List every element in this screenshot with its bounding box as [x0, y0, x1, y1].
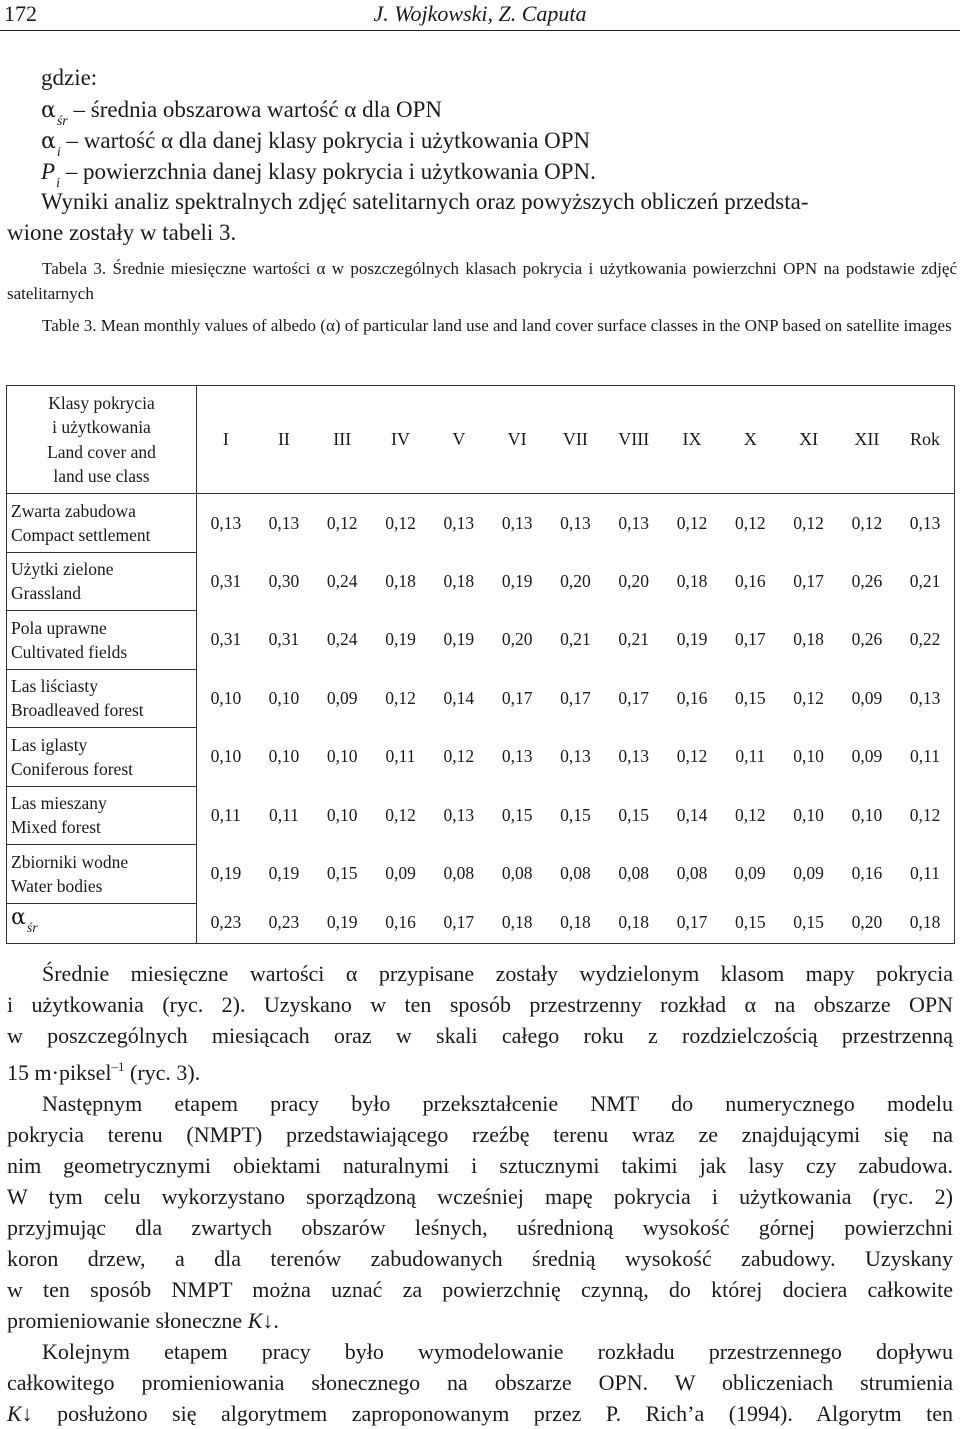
table-cell: 0,13 [546, 494, 604, 553]
subscript: i [56, 176, 60, 191]
class-header-line: Klasy pokrycia [48, 392, 155, 413]
table-cell: 0,18 [793, 629, 824, 650]
class-name-pl: Las iglasty [11, 734, 88, 755]
column-header: XII [838, 386, 896, 494]
table-cell: 0,12 [779, 494, 837, 553]
table-cell: 0,10 [268, 687, 300, 708]
running-head-authors: J. Wojkowski, Z. Caputa [373, 1, 587, 26]
column-header: II [255, 386, 313, 494]
column-header: IX [663, 386, 721, 494]
table-cell: 0,10 [326, 804, 358, 825]
table-cell: 0,13 [560, 746, 591, 767]
table-cell: 0,14 [676, 804, 708, 825]
table-row [7, 669, 955, 728]
paragraph-3-line: całkowitego promieniowania słonecznego na obszarze OPN. W obliczeniach strumienia [7, 1370, 953, 1395]
paragraph-2-line: Następnym etapem pracy było przekształcenie NMT do numerycznego modelu [42, 1091, 953, 1116]
paragraph-2-line: promieniowanie słoneczne K↓. [7, 1308, 279, 1333]
summary-cell: 0,15 [721, 903, 779, 943]
table-row [7, 728, 955, 787]
subscript: śr [56, 114, 68, 129]
table-cell: 0,09 [793, 863, 824, 884]
table-caption-pl: Tabela 3. Średnie miesięczne wartości α w poszczególnych klasach pokrycia i użytkowania powierzchni OPN na podstawie zdjęć satelitarnych [7, 259, 957, 303]
paragraph-2-line: W tym celu wykorzystano sporządzoną wcześniej mapę pokrycia i użytkowania (ryc. 2) [7, 1184, 953, 1209]
summary-cell: 0,18 [488, 903, 546, 943]
column-header: I [197, 386, 255, 494]
paragraph-2-line: koron drzew, a dla terenów zabudowanych średnią wysokość zabudowy. Uzyskany [7, 1246, 953, 1271]
summary-cell: 0,17 [430, 903, 488, 943]
table-cell: 0,21 [896, 552, 954, 611]
p-symbol: P [41, 159, 56, 184]
table-cell: 0,26 [851, 570, 883, 591]
table-cell: 0,18 [676, 570, 708, 591]
table-cell: 0,17 [793, 570, 824, 591]
paragraph-2-line: nim geometrycznymi obiektami naturalnymi i sztucznymi takimi jak lasy czy zabudowa. [7, 1153, 953, 1178]
body-text [7, 958, 953, 1429]
paragraph-1-line: i użytkowania (ryc. 2). Uzyskano w ten sposób przestrzenny rozkład α na obszarze OPN [7, 992, 953, 1017]
class-name-en: Coniferous forest [11, 758, 133, 779]
summary-cell: 0,17 [663, 903, 721, 943]
table-cell: 0,10 [210, 687, 242, 708]
table-cell: 0,12 [385, 804, 416, 825]
table-cell: 0,13 [605, 494, 663, 553]
table-cell: 0,08 [443, 863, 475, 884]
table-cell: 0,10 [210, 746, 242, 767]
row-class-cell [7, 786, 197, 845]
table-cell: 0,09 [735, 863, 766, 884]
table-cell: 0,09 [851, 746, 883, 767]
table-cell: 0,20 [618, 570, 650, 591]
table-cell: 0,12 [838, 494, 896, 553]
table-cell: 0,09 [326, 687, 358, 708]
class-name-pl: Zbiorniki wodne [11, 851, 129, 872]
row-class-cell [7, 845, 197, 904]
alpha-symbol: α [41, 129, 56, 154]
alpha-symbol: α [41, 98, 56, 123]
table-cell: 0,09 [385, 863, 416, 884]
table-cell: 0,11 [896, 845, 954, 904]
summary-cell: 0,23 [197, 903, 255, 943]
column-header: V [430, 386, 488, 494]
table-cell: 0,26 [851, 629, 883, 650]
table-cell: 0,09 [851, 687, 883, 708]
column-header: VII [546, 386, 604, 494]
subscript: śr [26, 920, 38, 936]
class-name-en: Grassland [11, 583, 81, 604]
table-cell: 0,21 [618, 629, 650, 650]
table-cell: 0,18 [385, 570, 416, 591]
table-cell: 0,31 [268, 629, 300, 650]
table-cell: 0,16 [676, 687, 708, 708]
paragraph-1-line: Średnie miesięczne wartości α przypisane zostały wydzielonym klasom mapy pokrycia [42, 961, 953, 986]
table-cell: 0,10 [793, 746, 824, 767]
table-cell: 0,12 [735, 804, 766, 825]
table-cell: 0,08 [560, 863, 591, 884]
class-name-pl: Las liściasty [11, 676, 98, 697]
page-number: 172 [4, 1, 37, 26]
class-name-pl: Zwarta zabudowa [11, 500, 136, 521]
table-cell: 0,12 [313, 494, 371, 553]
table-cell: 0,19 [443, 629, 475, 650]
table-cell: 0,19 [210, 863, 242, 884]
summary-cell: 0,23 [255, 903, 313, 943]
albedo-table [6, 385, 955, 944]
table-cell: 0,31 [210, 570, 242, 591]
table-cell: 0,08 [501, 863, 533, 884]
table-cell: 0,12 [371, 494, 429, 553]
legend-text: – średnia obszarowa wartość α dla OPN [73, 97, 442, 122]
table-cell: 0,13 [896, 494, 954, 553]
table-cell: 0,10 [268, 746, 300, 767]
column-header: VI [488, 386, 546, 494]
legend-text: – wartość α dla danej klasy pokrycia i użytkowania OPN [66, 128, 591, 153]
paragraph-2-line: przyjmując dla zwartych obszarów leśnych, uśrednioną wysokość górnej powierzchni [7, 1215, 953, 1240]
class-name-en: Water bodies [11, 875, 103, 896]
table-row [7, 845, 955, 904]
table-cell: 0,12 [443, 746, 475, 767]
paragraph-3-line: K↓ posłużono się algorytmem zaproponowanym przez P. Rich’a (1994). Algorytm ten [7, 1401, 953, 1426]
table-cell: 0,13 [430, 494, 488, 553]
table-cell: 0,30 [268, 570, 300, 591]
class-name-en: Compact settlement [11, 524, 151, 545]
paragraph-2-line: w ten sposób NMPT można uznać za powierzchnię czynną, do której dociera całkowite [7, 1277, 953, 1302]
table-cell: 0,11 [896, 728, 954, 787]
table-cell: 0,19 [676, 629, 708, 650]
class-name-pl: Pola uprawne [11, 617, 107, 638]
class-name-en: Cultivated fields [11, 641, 128, 662]
table-cell: 0,17 [735, 629, 766, 650]
table-cell: 0,20 [560, 570, 591, 591]
class-name-pl: Las mieszany [11, 793, 107, 814]
table-cell: 0,11 [210, 804, 241, 825]
table-cell: 0,16 [851, 863, 883, 884]
table-row [7, 494, 955, 553]
summary-cell: 0,16 [371, 903, 429, 943]
table-cell: 0,10 [326, 746, 358, 767]
summary-cell: 0,15 [779, 903, 837, 943]
table-cell: 0,15 [735, 687, 766, 708]
subscript: i [56, 145, 61, 160]
row-class-cell [7, 669, 197, 728]
class-name-en: Broadleaved forest [11, 700, 144, 721]
table-cell: 0,15 [501, 804, 533, 825]
class-header-line: land use class [53, 466, 150, 486]
table-cell: 0,12 [896, 786, 954, 845]
table-row [7, 786, 955, 845]
table-cell: 0,15 [326, 863, 358, 884]
table-cell: 0,15 [618, 804, 650, 825]
table-cell: 0,18 [443, 570, 475, 591]
results-line: wione zostały w tabeli 3. [7, 220, 237, 245]
table-cell: 0,19 [268, 863, 300, 884]
results-line: Wyniki analiz spektralnych zdjęć satelitarnych oraz powyższych obliczeń przedsta- [41, 189, 809, 214]
table-cell: 0,13 [255, 494, 313, 553]
table-cell: 0,11 [268, 804, 299, 825]
table-cell: 0,24 [326, 629, 358, 650]
table-cell: 0,14 [443, 687, 475, 708]
paragraph-2-line: pokrycia terenu (NMPT) przedstawiającego rzeźbę terenu wraz ze znajdującymi się na [7, 1122, 953, 1147]
class-header-cell [7, 386, 197, 494]
table-cell: 0,13 [618, 746, 650, 767]
table-cell: 0,12 [721, 494, 779, 553]
table-cell: 0,20 [501, 629, 533, 650]
column-header: VIII [605, 386, 663, 494]
column-header: XI [779, 386, 837, 494]
alpha-symbol: α [11, 904, 26, 930]
summary-row [7, 903, 955, 943]
table-cell: 0,12 [676, 746, 708, 767]
class-name-pl: Użytki zielone [11, 559, 114, 580]
table-cell: 0,08 [618, 863, 650, 884]
table-caption-en: Table 3. Mean monthly values of albedo (α) of particular land use and land cover surface classes in the ONP based on satellite images [42, 316, 952, 335]
summary-label-cell [7, 903, 197, 943]
paragraph-1-line: w poszczególnych miesiącach oraz w skali całego roku z rozdzielczością przestrzenną [7, 1023, 953, 1048]
table-cell: 0,24 [326, 570, 358, 591]
row-class-cell [7, 552, 197, 611]
table-cell: 0,22 [896, 611, 954, 670]
table-cell: 0,08 [676, 863, 708, 884]
table-cell: 0,11 [735, 746, 766, 767]
table-cell: 0,13 [197, 494, 255, 553]
column-header: IV [371, 386, 429, 494]
table-header-row [7, 386, 955, 494]
legend-label: gdzie: [41, 65, 98, 90]
table-cell: 0,12 [663, 494, 721, 553]
table-cell: 0,31 [210, 629, 242, 650]
class-header-line: i użytkowania [52, 417, 151, 437]
summary-cell: 0,18 [605, 903, 663, 943]
class-name-en: Mixed forest [11, 817, 101, 838]
row-class-cell [7, 494, 197, 553]
class-header-line: Land cover and [47, 441, 156, 462]
table-cell: 0,21 [560, 629, 591, 650]
row-class-cell [7, 611, 197, 670]
summary-cell: 0,18 [896, 903, 954, 943]
row-class-cell [7, 728, 197, 787]
table-cell: 0,19 [501, 570, 533, 591]
table-cell: 0,17 [501, 687, 533, 708]
table-row [7, 611, 955, 670]
table-cell: 0,19 [385, 629, 416, 650]
table-cell: 0,12 [385, 687, 416, 708]
table-cell: 0,15 [560, 804, 591, 825]
table-cell: 0,16 [735, 570, 766, 591]
table-cell: 0,13 [488, 494, 546, 553]
table-row [7, 552, 955, 611]
table-cell: 0,12 [793, 687, 824, 708]
table-cell: 0,13 [501, 746, 533, 767]
column-header: Rok [896, 386, 954, 494]
paragraph-1-line: 15 m·piksel$^{-1}$ (ryc. 3). [7, 1059, 201, 1085]
summary-cell: 0,18 [546, 903, 604, 943]
table-cell: 0,10 [793, 804, 824, 825]
table-cell: 0,17 [618, 687, 650, 708]
table-cell: 0,11 [385, 746, 416, 767]
paragraph-3-line: Kolejnym etapem pracy było wymodelowanie rozkładu przestrzennego dopływu [42, 1339, 953, 1364]
summary-cell: 0,20 [838, 903, 896, 943]
table-cell: 0,10 [851, 804, 883, 825]
column-header: X [721, 386, 779, 494]
running-header [0, 0, 960, 31]
column-header: III [313, 386, 371, 494]
summary-cell: 0,19 [313, 903, 371, 943]
table-cell: 0,17 [560, 687, 591, 708]
table-cell: 0,13 [443, 804, 475, 825]
table-cell: 0,13 [896, 669, 954, 728]
legend-text: – powierzchnia danej klasy pokrycia i użytkowania OPN. [65, 159, 596, 184]
